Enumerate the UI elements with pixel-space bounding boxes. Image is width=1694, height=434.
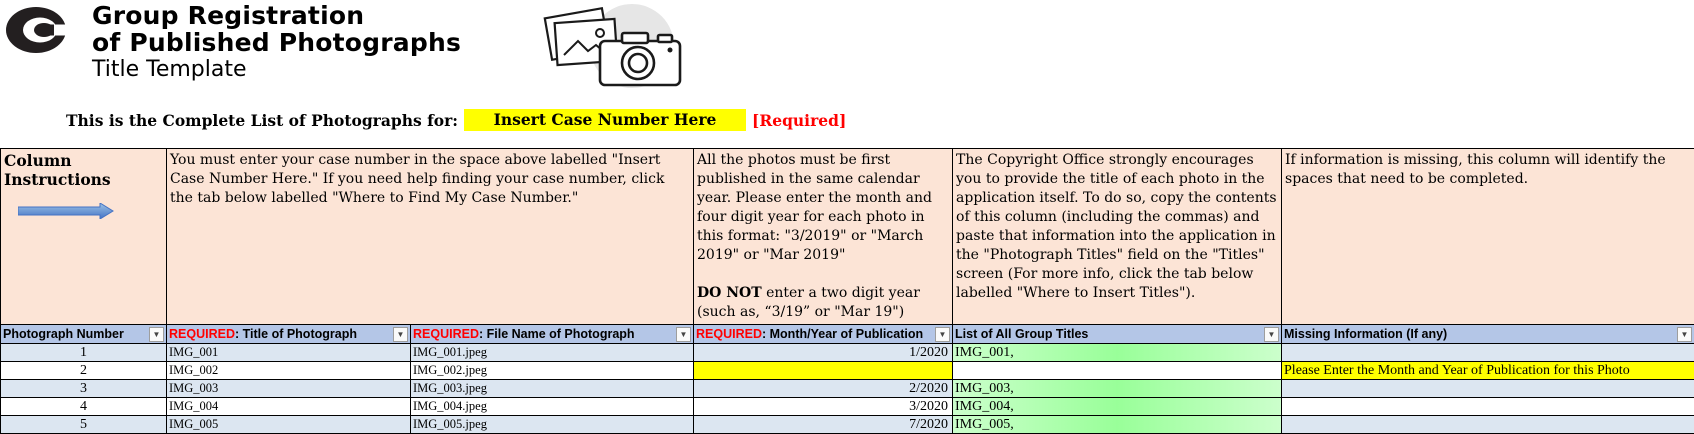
- instructions-heading: Column Instructions: [4, 151, 111, 189]
- photo-title-cell[interactable]: IMG_004: [167, 398, 411, 416]
- photo-title-cell[interactable]: IMG_003: [167, 380, 411, 398]
- photo-title-cell[interactable]: IMG_005: [167, 416, 411, 434]
- photo-number-cell[interactable]: 3: [1, 380, 167, 398]
- required-label: REQUIRED: [169, 327, 235, 341]
- col-header-number-label: Photograph Number: [3, 327, 124, 341]
- photo-number-cell[interactable]: 5: [1, 416, 167, 434]
- col-header-group-label: List of All Group Titles: [955, 327, 1089, 341]
- col-header-missing-label: Missing Information (If any): [1284, 327, 1448, 341]
- instructions-date-warning: DO NOT: [697, 285, 762, 301]
- photo-title-cell[interactable]: IMG_002: [167, 362, 411, 380]
- group-title-cell[interactable]: IMG_001,: [953, 344, 1282, 362]
- col-header-group[interactable]: [953, 325, 1282, 344]
- photo-filename-cell[interactable]: IMG_004.jpeg: [411, 398, 694, 416]
- col-header-filename[interactable]: [411, 325, 694, 344]
- missing-info-cell[interactable]: [1282, 398, 1694, 416]
- instructions-group-cell: The Copyright Office strongly encourages you to provide the title of each photo in the application itself. To do so, copy the contents of this column (including the commas) and paste that information into the application in the "Photograph Titles" field on the "Titles" screen (For more info, click the tab below labelled "Where to Insert Titles").: [953, 149, 1282, 325]
- table-row: [1, 344, 1694, 362]
- instructions-date-warning-text: enter a two digit year (such as, “3/19” or "Mar 19"): [697, 285, 920, 320]
- photo-number-cell[interactable]: 1: [1, 344, 167, 362]
- photos-camera-icon: [540, 3, 695, 89]
- instructions-heading-cell: [1, 149, 167, 325]
- missing-info-cell[interactable]: [1282, 344, 1694, 362]
- group-title-cell[interactable]: [953, 362, 1282, 380]
- photo-filename-cell[interactable]: IMG_001.jpeg: [411, 344, 694, 362]
- copyright-logo-icon: [4, 4, 72, 56]
- page-title-line1: Group Registration: [92, 1, 365, 30]
- filter-dropdown-icon[interactable]: ▼: [1264, 327, 1279, 342]
- missing-info-cell[interactable]: [1282, 416, 1694, 434]
- table-row: [1, 398, 1694, 416]
- col-header-number[interactable]: [1, 325, 167, 344]
- publication-date-cell[interactable]: 3/2020: [694, 398, 953, 416]
- col-header-date[interactable]: [694, 325, 953, 344]
- group-title-cell[interactable]: IMG_004,: [953, 398, 1282, 416]
- photo-number-cell[interactable]: 4: [1, 398, 167, 416]
- instructions-title-cell: You must enter your case number in the space above labelled "Insert Case Number Here." If you need help finding your case number, click the tab below labelled "Where to Find My Case Number.": [167, 149, 694, 325]
- table-row: [1, 380, 1694, 398]
- group-title-cell[interactable]: IMG_005,: [953, 416, 1282, 434]
- col-header-title-label: : Title of Photograph: [234, 327, 357, 341]
- case-number-required-note: [Required]: [752, 110, 847, 130]
- photo-filename-cell[interactable]: IMG_003.jpeg: [411, 380, 694, 398]
- col-header-filename-label: : File Name of Photograph: [478, 327, 635, 341]
- publication-date-cell[interactable]: 2/2020: [694, 380, 953, 398]
- filter-dropdown-icon[interactable]: ▼: [1677, 327, 1692, 342]
- group-title-cell[interactable]: IMG_003,: [953, 380, 1282, 398]
- col-header-missing[interactable]: [1282, 325, 1694, 344]
- photo-filename-cell[interactable]: IMG_002.jpeg: [411, 362, 694, 380]
- instructions-missing-cell: If information is missing, this column will identify the spaces that need to be completed.: [1282, 149, 1694, 325]
- publication-date-cell[interactable]: 1/2020: [694, 344, 953, 362]
- case-number-input[interactable]: Insert Case Number Here: [464, 109, 746, 131]
- missing-info-cell[interactable]: Please Enter the Month and Year of Publication for this Photo: [1282, 362, 1694, 380]
- filter-dropdown-icon[interactable]: ▼: [935, 327, 950, 342]
- filter-dropdown-icon[interactable]: ▼: [149, 327, 164, 342]
- column-header-row: [1, 325, 1694, 344]
- page-title-line2: of Published Photographs: [92, 28, 462, 57]
- publication-date-cell[interactable]: [694, 362, 953, 380]
- instructions-date-cell: [694, 149, 953, 325]
- col-header-title[interactable]: [167, 325, 411, 344]
- photo-filename-cell[interactable]: IMG_005.jpeg: [411, 416, 694, 434]
- case-number-label: This is the Complete List of Photographs for:: [66, 110, 458, 130]
- photo-spreadsheet: [0, 148, 1694, 434]
- instructions-date-text: All the photos must be first published in the same calendar year. Please enter the month and four digit year for each photo in this format: "3/2019" or "March 2019" or "Mar 2019": [697, 152, 932, 263]
- case-number-row: [66, 108, 846, 132]
- required-label: REQUIRED: [413, 327, 479, 341]
- photo-number-cell[interactable]: 2: [1, 362, 167, 380]
- table-row: [1, 362, 1694, 380]
- arrow-right-icon: [18, 203, 114, 219]
- required-label: REQUIRED: [696, 327, 762, 341]
- filter-dropdown-icon[interactable]: ▼: [676, 327, 691, 342]
- col-header-date-label: : Month/Year of Publication: [762, 327, 924, 341]
- instructions-row: [1, 149, 1694, 325]
- filter-dropdown-icon[interactable]: ▼: [393, 327, 408, 342]
- table-row: [1, 416, 1694, 434]
- page-subtitle: Title Template: [92, 57, 247, 82]
- photo-title-cell[interactable]: IMG_001: [167, 344, 411, 362]
- publication-date-cell[interactable]: 7/2020: [694, 416, 953, 434]
- missing-info-cell[interactable]: [1282, 380, 1694, 398]
